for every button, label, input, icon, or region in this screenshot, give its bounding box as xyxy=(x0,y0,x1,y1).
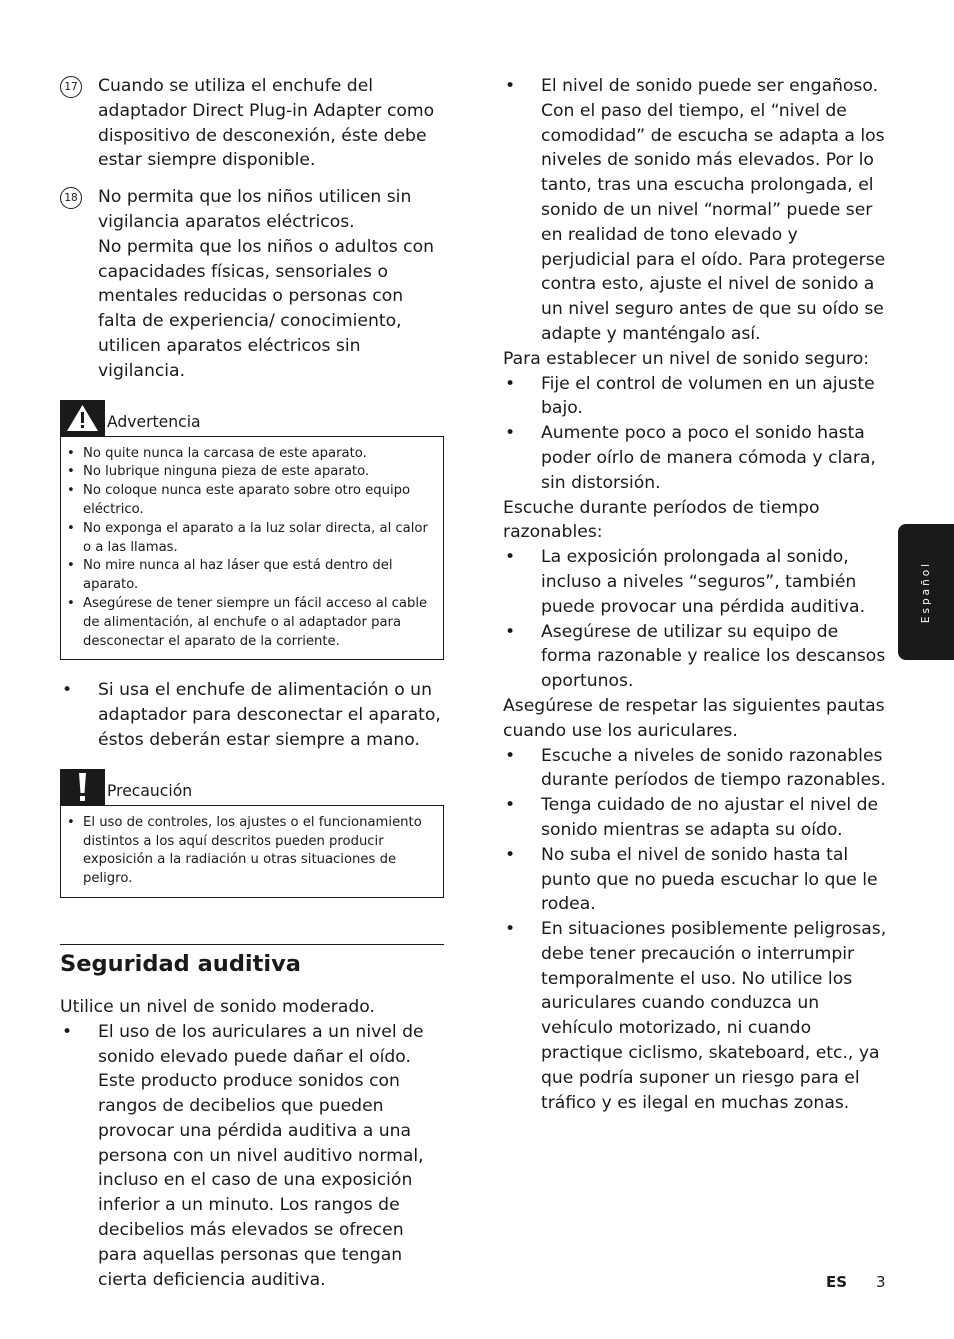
caution-title: Precaución xyxy=(107,781,193,800)
warning-item: • Asegúrese de tener siempre un fácil acceso al cable de alimentación, al enchufe o al adaptador para desconectar el aparato de la corriente. xyxy=(65,595,435,651)
list-item: • El uso de los auriculares a un nivel de sonido elevado puede dañar el oído. Este producto produce sonidos con rangos de decibelios que pueden provocar una pérdida auditiva a una persona con un nivel auditivo normal, incluso en el caso de una exposición inferior a un minuto. Los rangos de decibelios más elevados se ofrecen para aquellas personas que tengan cierta deficiencia auditiva. xyxy=(60,1020,444,1293)
language-tab-label: Español xyxy=(920,560,932,624)
item-text: No permita que los niños utilicen sin vigilancia aparatos eléctricos. xyxy=(98,187,412,232)
list-item: • Si usa el enchufe de alimentación o un adaptador para desconectar el aparato, éstos deberán estar siempre a mano. xyxy=(60,678,444,752)
warning-item: • No mire nunca al haz láser que está dentro del aparato. xyxy=(65,557,435,595)
numbered-item-17 xyxy=(60,74,444,173)
subheading: Utilice un nivel de sonido moderado. xyxy=(60,996,375,1017)
warning-notice xyxy=(60,400,444,661)
intro-bullet-list xyxy=(503,74,887,347)
warning-item: • No exponga el aparato a la luz solar directa, al calor o a las llamas. xyxy=(65,520,435,558)
headphone-guidelines-list xyxy=(503,744,887,1116)
item-number: 18 xyxy=(60,187,82,209)
language-side-tab xyxy=(898,524,954,660)
item-text: Cuando se utiliza el enchufe del adaptador Direct Plug-in Adapter como dispositivo de desconexión, éste debe estar siempre disponible. xyxy=(98,76,435,171)
left-column xyxy=(60,74,444,1292)
warning-item: • No lubrique ninguna pieza de este aparato. xyxy=(65,463,435,482)
warning-header xyxy=(60,400,444,436)
list-item: • El nivel de sonido puede ser engañoso. Con el paso del tiempo, el “nivel de comodidad” de escucha se adapta a los niveles de sonido más elevados. Por lo tanto, tras una escucha prolongada, el sonido de un nivel “normal” puede ser en realidad de tono elevado y perjudicial para el oído. Para protegerse contra esto, ajuste el nivel de sonido a un nivel seguro antes de que su oído se adapte y manténgalo así. xyxy=(503,74,887,347)
listening-time-list xyxy=(503,545,887,694)
subheading: Asegúrese de respetar las siguientes pautas cuando use los auriculares. xyxy=(503,695,885,741)
subheading: Escuche durante períodos de tiempo razonables: xyxy=(503,497,820,543)
right-column xyxy=(503,74,887,1115)
warning-box xyxy=(60,436,444,661)
list-item: • En situaciones posiblemente peligrosas, debe tener precaución o interrumpir temporalmente el uso. No utilice los auriculares cuando conduzca un vehículo motorizado, ni cuando practique ciclismo, skateboard, etc., ya que podría suponer un riesgo para el tráfico y es ilegal en muchas zonas. xyxy=(503,917,887,1115)
disconnect-bullet-list xyxy=(60,678,444,752)
item-number: 17 xyxy=(60,76,82,98)
safe-level-list xyxy=(503,372,887,496)
section-divider xyxy=(60,944,444,945)
warning-title: Advertencia xyxy=(107,412,201,431)
caution-notice xyxy=(60,769,444,898)
list-item: • No suba el nivel de sonido hasta tal punto que no pueda escuchar lo que le rodea. xyxy=(503,843,887,917)
list-item: • Fije el control de volumen en un ajuste bajo. xyxy=(503,372,887,422)
list-item: • Escuche a niveles de sonido razonables durante períodos de tiempo razonables. xyxy=(503,744,887,794)
caution-header xyxy=(60,769,444,805)
list-item: • La exposición prolongada al sonido, incluso a niveles “seguros”, también puede provocar una pérdida auditiva. xyxy=(503,545,887,619)
exclamation-icon xyxy=(60,769,105,805)
warning-item: • No quite nunca la carcasa de este aparato. xyxy=(65,445,435,464)
warning-triangle-icon xyxy=(60,400,105,436)
moderate-bullet-list xyxy=(60,1020,444,1293)
subheading: Para establecer un nivel de sonido seguro: xyxy=(503,348,870,369)
page-footer xyxy=(826,1273,886,1291)
list-item: • Asegúrese de utilizar su equipo de forma razonable y realice los descansos oportunos. xyxy=(503,620,887,694)
item-text: No permita que los niños o adultos con capacidades físicas, sensoriales o mentales reducidas o personas con falta de experiencia/ conocimiento, utilicen aparatos eléctricos sin vigilancia. xyxy=(98,236,435,381)
list-item: • Aumente poco a poco el sonido hasta poder oírlo de manera cómoda y clara, sin distorsión. xyxy=(503,421,887,495)
section-title: Seguridad auditiva xyxy=(60,950,301,977)
list-item: • Tenga cuidado de no ajustar el nivel de sonido mientras se adapta su oído. xyxy=(503,793,887,843)
page-number: 3 xyxy=(876,1273,886,1291)
caution-item: • El uso de controles, los ajustes o el funcionamiento distintos a los aquí descritos pueden producir exposición a la radiación u otras situaciones de peligro. xyxy=(65,814,435,889)
caution-box xyxy=(60,805,444,898)
footer-language-code: ES xyxy=(826,1273,848,1291)
warning-item: • No coloque nunca este aparato sobre otro equipo eléctrico. xyxy=(65,482,435,520)
numbered-item-18 xyxy=(60,185,444,383)
